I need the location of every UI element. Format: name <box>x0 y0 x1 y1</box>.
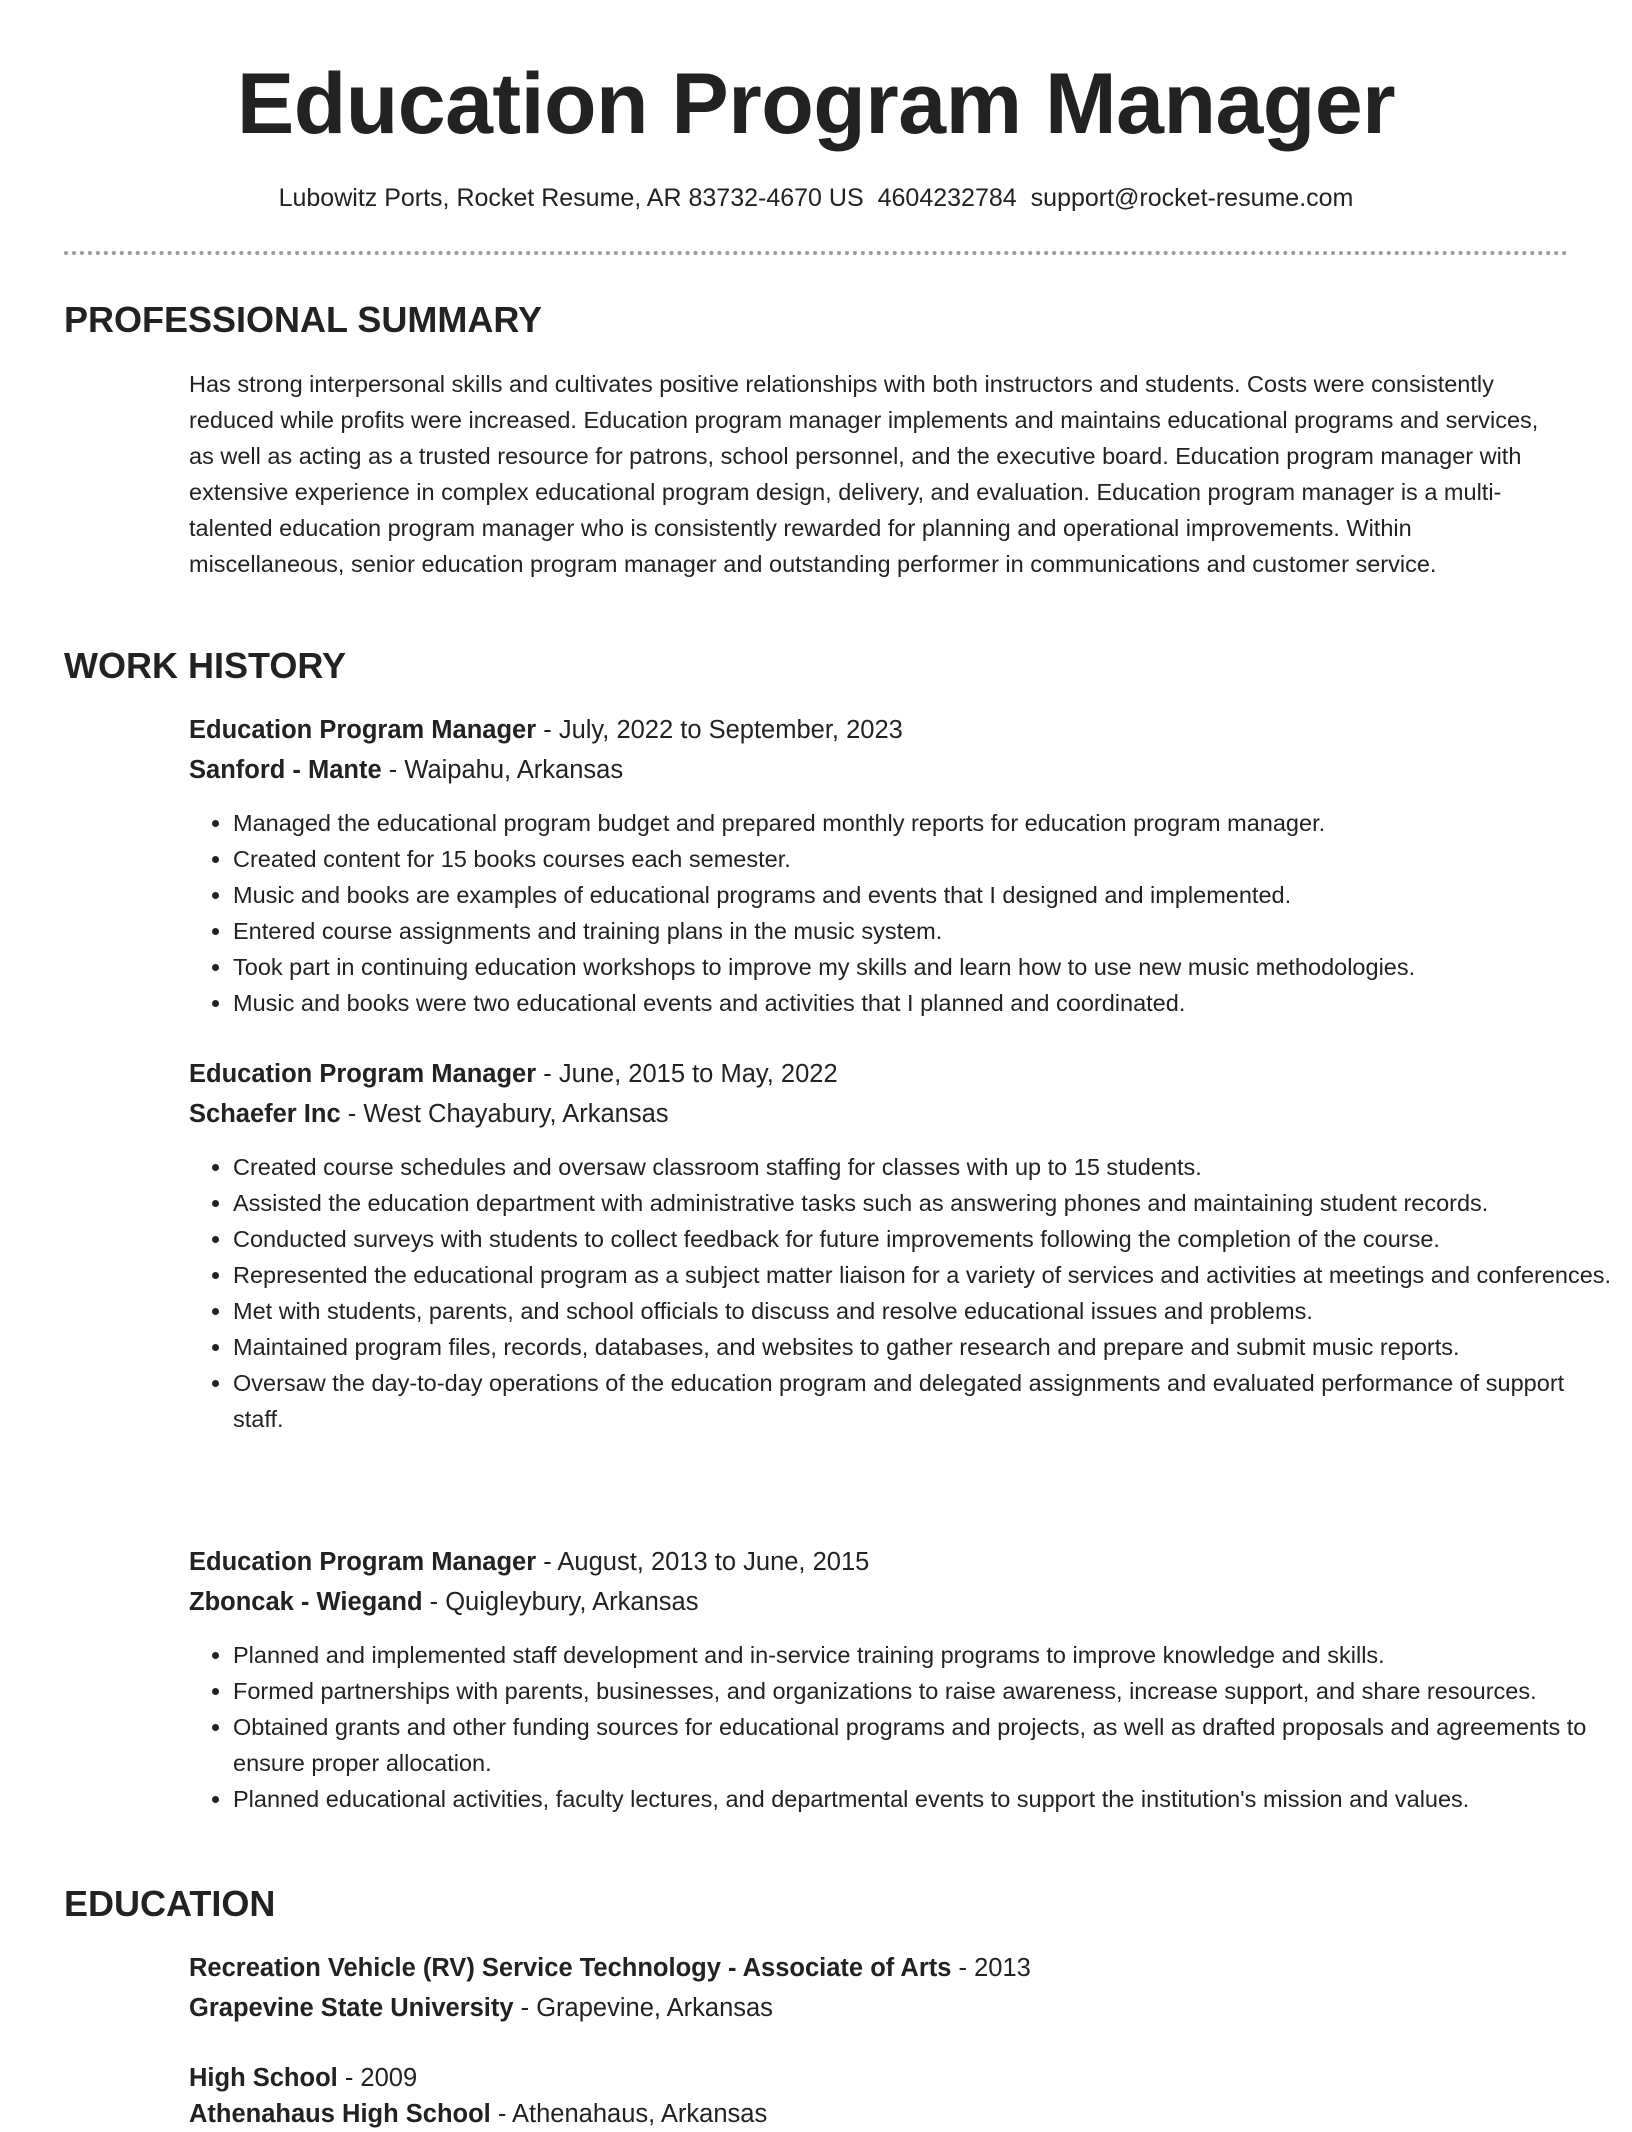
list-item: • Represented the educational program as a subject matter liaison for a variety of services and activities at meetings and conferences. <box>233 1257 1613 1293</box>
header-divider <box>64 251 1568 255</box>
job-company: Schaefer Inc <box>189 1100 341 1128</box>
job-employer <box>189 1584 1569 1620</box>
section-title-summary: PROFESSIONAL SUMMARY <box>64 299 543 340</box>
education-heading <box>189 2060 1569 2096</box>
job-company: Zboncak - Wiegand <box>189 1588 423 1616</box>
list-item: • Planned educational activities, faculty lectures, and departmental events to support the institution's mission and values. <box>233 1781 1613 1817</box>
list-item: • Music and books are examples of educational programs and events that I designed and implemented. <box>233 877 1613 913</box>
education-location: - Athenahaus, Arkansas <box>490 2100 768 2128</box>
list-item: • Created content for 15 books courses each semester. <box>233 841 1613 877</box>
list-item: • Planned and implemented staff development and in-service training programs to improve knowledge and skills. <box>233 1637 1613 1673</box>
section-title-work-history: WORK HISTORY <box>64 645 347 686</box>
job-dates: - June, 2015 to May, 2022 <box>536 1060 838 1088</box>
education-school: Athenahaus High School <box>189 2100 491 2128</box>
job-role: Education Program Manager <box>189 1548 537 1576</box>
list-item: • Assisted the education department with administrative tasks such as answering phones and maintaining student records. <box>233 1185 1613 1221</box>
contact-line <box>0 181 1632 215</box>
list-item: • Formed partnerships with parents, businesses, and organizations to raise awareness, increase support, and share resources. <box>233 1673 1613 1709</box>
contact-email: support@rocket-resume.com <box>1030 184 1354 212</box>
list-item: • Maintained program files, records, databases, and websites to gather research and prepare and submit music reports. <box>233 1329 1613 1365</box>
list-item: • Music and books were two educational events and activities that I planned and coordinated. <box>233 985 1613 1021</box>
education-school: Grapevine State University <box>189 1994 514 2022</box>
job-dates: - July, 2022 to September, 2023 <box>536 716 903 744</box>
education-degree: Recreation Vehicle (RV) Service Technology - Associate of Arts <box>189 1954 952 1982</box>
job-company: Sanford - Mante <box>189 756 382 784</box>
list-item: • Oversaw the day-to-day operations of the education program and delegated assignments and evaluated performance of support staff. <box>233 1365 1613 1437</box>
contact-address: Lubowitz Ports, Rocket Resume, AR 83732-4670 US <box>278 184 864 212</box>
job-employer <box>189 752 1569 788</box>
list-item: • Took part in continuing education workshops to improve my skills and learn how to use new music methodologies. <box>233 949 1613 985</box>
job-role: Education Program Manager <box>189 716 537 744</box>
education-year: - 2013 <box>951 1954 1031 1982</box>
list-item: • Created course schedules and oversaw classroom staffing for classes with up to 15 students. <box>233 1149 1613 1185</box>
job-heading <box>189 712 1569 748</box>
job-location: - West Chayabury, Arkansas <box>340 1100 669 1128</box>
job-heading <box>189 1056 1569 1092</box>
job-location: - Quigleybury, Arkansas <box>422 1588 699 1616</box>
job-role: Education Program Manager <box>189 1060 537 1088</box>
education-school-line <box>189 2096 1569 2132</box>
job-bullets <box>189 1637 1613 1817</box>
resume-title: Education Program Manager <box>236 56 1396 152</box>
education-degree: High School <box>189 2064 338 2092</box>
job-dates: - August, 2013 to June, 2015 <box>536 1548 870 1576</box>
job-heading <box>189 1544 1569 1580</box>
education-location: - Grapevine, Arkansas <box>513 1994 773 2022</box>
contact-phone: 4604232784 <box>877 184 1017 212</box>
job-employer <box>189 1096 1569 1132</box>
job-bullets <box>189 805 1613 1021</box>
education-school-line <box>189 1990 1569 2026</box>
list-item: • Conducted surveys with students to collect feedback for future improvements following the completion of the course. <box>233 1221 1613 1257</box>
summary-text: Has strong interpersonal skills and cultivates positive relationships with both instructors and students. Costs were consistently reduced while profits were increased. Education program manager implements and maintains educational programs and services, as well as acting as a trusted resource for patrons, school personnel, and the executive board. Education program manager with extensive experience in complex educational program design, delivery, and evaluation. Education program manager is a multi-talented education program manager who is consistently rewarded for planning and operational improvements. Within miscellaneous, senior education program manager and outstanding performer in communications and customer service. <box>189 371 1539 577</box>
job-bullets <box>189 1149 1613 1437</box>
section-title-education: EDUCATION <box>64 1883 276 1924</box>
list-item: • Entered course assignments and training plans in the music system. <box>233 913 1613 949</box>
education-year: - 2009 <box>337 2064 418 2092</box>
list-item: • Managed the educational program budget and prepared monthly reports for education program manager. <box>233 805 1613 841</box>
education-heading <box>189 1950 1569 1986</box>
job-location: - Waipahu, Arkansas <box>381 756 624 784</box>
list-item: • Met with students, parents, and school officials to discuss and resolve educational issues and problems. <box>233 1293 1613 1329</box>
list-item: • Obtained grants and other funding sources for educational programs and projects, as well as drafted proposals and agreements to ensure proper allocation. <box>233 1709 1613 1781</box>
